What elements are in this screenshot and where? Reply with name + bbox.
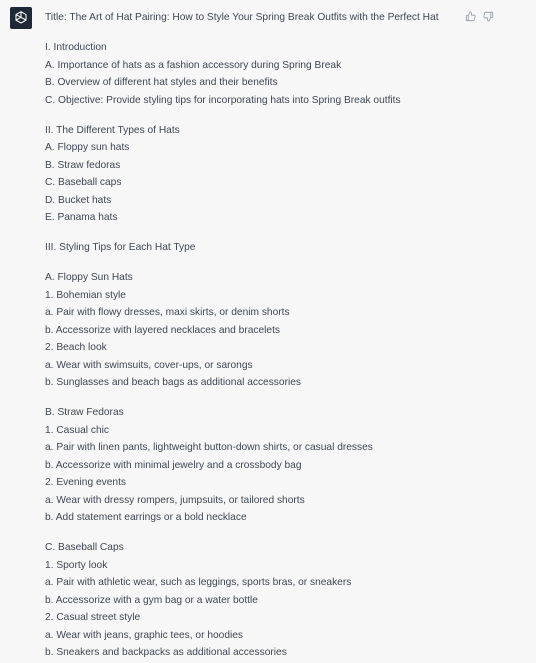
outline-section <box>45 269 485 392</box>
outline-line: b. Sneakers and backpacks as additional accessories <box>45 647 287 658</box>
outline-section <box>45 539 485 662</box>
outline-line: I. Introduction <box>45 42 107 53</box>
outline-line: b. Sunglasses and beach bags as additional accessories <box>45 377 301 388</box>
section-spacer <box>45 527 485 540</box>
section-spacer <box>45 109 485 122</box>
outline-line: 1. Sporty look <box>45 559 108 571</box>
outline-line: 2. Beach look <box>45 342 107 353</box>
outline-line: C. Baseball caps <box>45 177 122 188</box>
outline-line: B. Straw Fedoras <box>45 407 124 418</box>
outline-line: 2. Casual street style <box>45 612 141 623</box>
outline-line: a. Wear with swimsuits, cover-ups, or sarongs <box>45 359 253 371</box>
outline-line: 1. Bohemian style <box>45 289 126 301</box>
outline-sections <box>45 39 485 662</box>
outline-line: a. Pair with flowy dresses, maxi skirts, or denim shorts <box>45 307 290 318</box>
message-title: Title: The Art of Hat Pairing: How to Style Your Spring Break Outfits with the Perfect Hat <box>45 12 439 23</box>
outline-section <box>45 239 485 257</box>
outline-line: D. Bucket hats <box>45 194 112 206</box>
section-spacer <box>45 257 485 270</box>
outline-line: A. Floppy sun hats <box>45 142 130 153</box>
outline-section <box>45 404 485 527</box>
assistant-message-content <box>45 9 485 662</box>
outline-line: III. Styling Tips for Each Hat Type <box>45 242 196 253</box>
outline-line: a. Wear with dressy rompers, jumpsuits, or tailored shorts <box>45 494 305 506</box>
outline-line: A. Floppy Sun Hats <box>45 272 133 283</box>
outline-line: E. Panama hats <box>45 212 118 223</box>
outline-line: b. Accessorize with a gym bag or a water bottle <box>45 594 258 606</box>
outline-line: b. Accessorize with layered necklaces and bracelets <box>45 324 280 336</box>
outline-line: a. Pair with athletic wear, such as leggings, sports bras, or sneakers <box>45 577 352 588</box>
section-spacer <box>45 392 485 405</box>
outline-line: a. Wear with jeans, graphic tees, or hoodies <box>45 629 244 641</box>
outline-line: II. The Different Types of Hats <box>45 124 180 136</box>
outline-line: A. Importance of hats as a fashion accessory during Spring Break <box>45 59 342 71</box>
outline-section <box>45 39 485 109</box>
outline-section <box>45 122 485 227</box>
outline-line: 1. Casual chic <box>45 424 109 436</box>
outline-line: 2. Evening events <box>45 477 126 488</box>
openai-logo-icon <box>10 7 32 29</box>
section-spacer <box>45 227 485 240</box>
outline-line: b. Add statement earrings or a bold necklace <box>45 512 247 523</box>
outline-line: B. Overview of different hat styles and their benefits <box>45 77 278 88</box>
outline-line: C. Baseball Caps <box>45 542 124 553</box>
outline-line: B. Straw fedoras <box>45 159 121 171</box>
outline-line: C. Objective: Provide styling tips for incorporating hats into Spring Break outfits <box>45 94 401 106</box>
outline-line: b. Accessorize with minimal jewelry and a crossbody bag <box>45 459 302 471</box>
outline-line: a. Pair with linen pants, lightweight button-down shirts, or casual dresses <box>45 442 373 453</box>
